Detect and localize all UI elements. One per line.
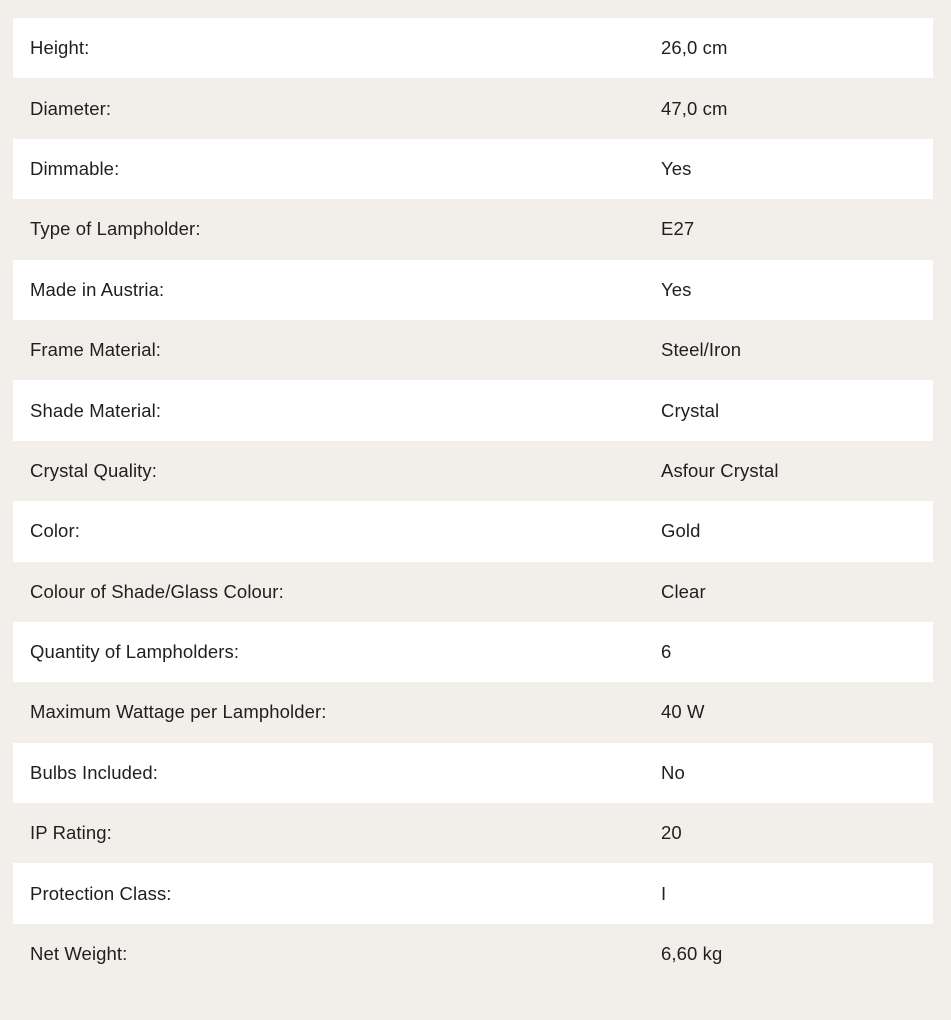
spec-label: Height: [30, 37, 90, 59]
spec-row-dimmable [13, 139, 933, 199]
spec-value: Asfour Crystal [661, 459, 779, 481]
spec-label: Quantity of Lampholders: [30, 641, 240, 663]
spec-label: Frame Material: [30, 339, 162, 361]
spec-row-bulbs-included [13, 743, 933, 803]
spec-label: Colour of Shade/Glass Colour: [30, 580, 284, 602]
spec-label: Crystal Quality: [30, 459, 158, 481]
spec-label: Maximum Wattage per Lampholder: [30, 701, 327, 723]
spec-row-net-weight [13, 924, 933, 984]
spec-value: 26,0 cm [661, 37, 728, 59]
spec-row-protection-class [13, 863, 933, 923]
spec-value: No [661, 761, 685, 783]
spec-value: E27 [661, 218, 695, 240]
spec-row-diameter [13, 78, 933, 138]
spec-value: 6 [661, 641, 672, 663]
specification-table [13, 18, 933, 984]
spec-label: Net Weight: [30, 943, 128, 965]
spec-value: Gold [661, 520, 701, 542]
spec-row-made-in-austria [13, 260, 933, 320]
spec-value: Crystal [661, 399, 720, 421]
spec-row-lampholder-quantity [13, 622, 933, 682]
spec-row-lampholder-type [13, 199, 933, 259]
spec-label: Color: [30, 520, 80, 542]
spec-value: Yes [661, 278, 692, 300]
spec-row-max-wattage [13, 682, 933, 742]
spec-label: Dimmable: [30, 157, 120, 179]
spec-value: Steel/Iron [661, 339, 742, 361]
spec-label: Type of Lampholder: [30, 218, 201, 240]
spec-label: IP Rating: [30, 822, 112, 844]
spec-row-color [13, 501, 933, 561]
spec-row-shade-colour [13, 562, 933, 622]
spec-value: 6,60 kg [661, 943, 723, 965]
spec-value: Yes [661, 157, 692, 179]
spec-label: Protection Class: [30, 882, 172, 904]
spec-label: Bulbs Included: [30, 761, 159, 783]
spec-label: Shade Material: [30, 399, 162, 421]
spec-value: 40 W [661, 701, 705, 723]
spec-row-frame-material [13, 320, 933, 380]
spec-row-ip-rating [13, 803, 933, 863]
spec-row-crystal-quality [13, 441, 933, 501]
spec-value: Clear [661, 580, 706, 602]
spec-value: I [661, 882, 667, 904]
spec-label: Diameter: [30, 97, 112, 119]
spec-label: Made in Austria: [30, 278, 165, 300]
spec-value: 47,0 cm [661, 97, 728, 119]
spec-row-height [13, 18, 933, 78]
spec-row-shade-material [13, 380, 933, 440]
spec-value: 20 [661, 822, 682, 844]
